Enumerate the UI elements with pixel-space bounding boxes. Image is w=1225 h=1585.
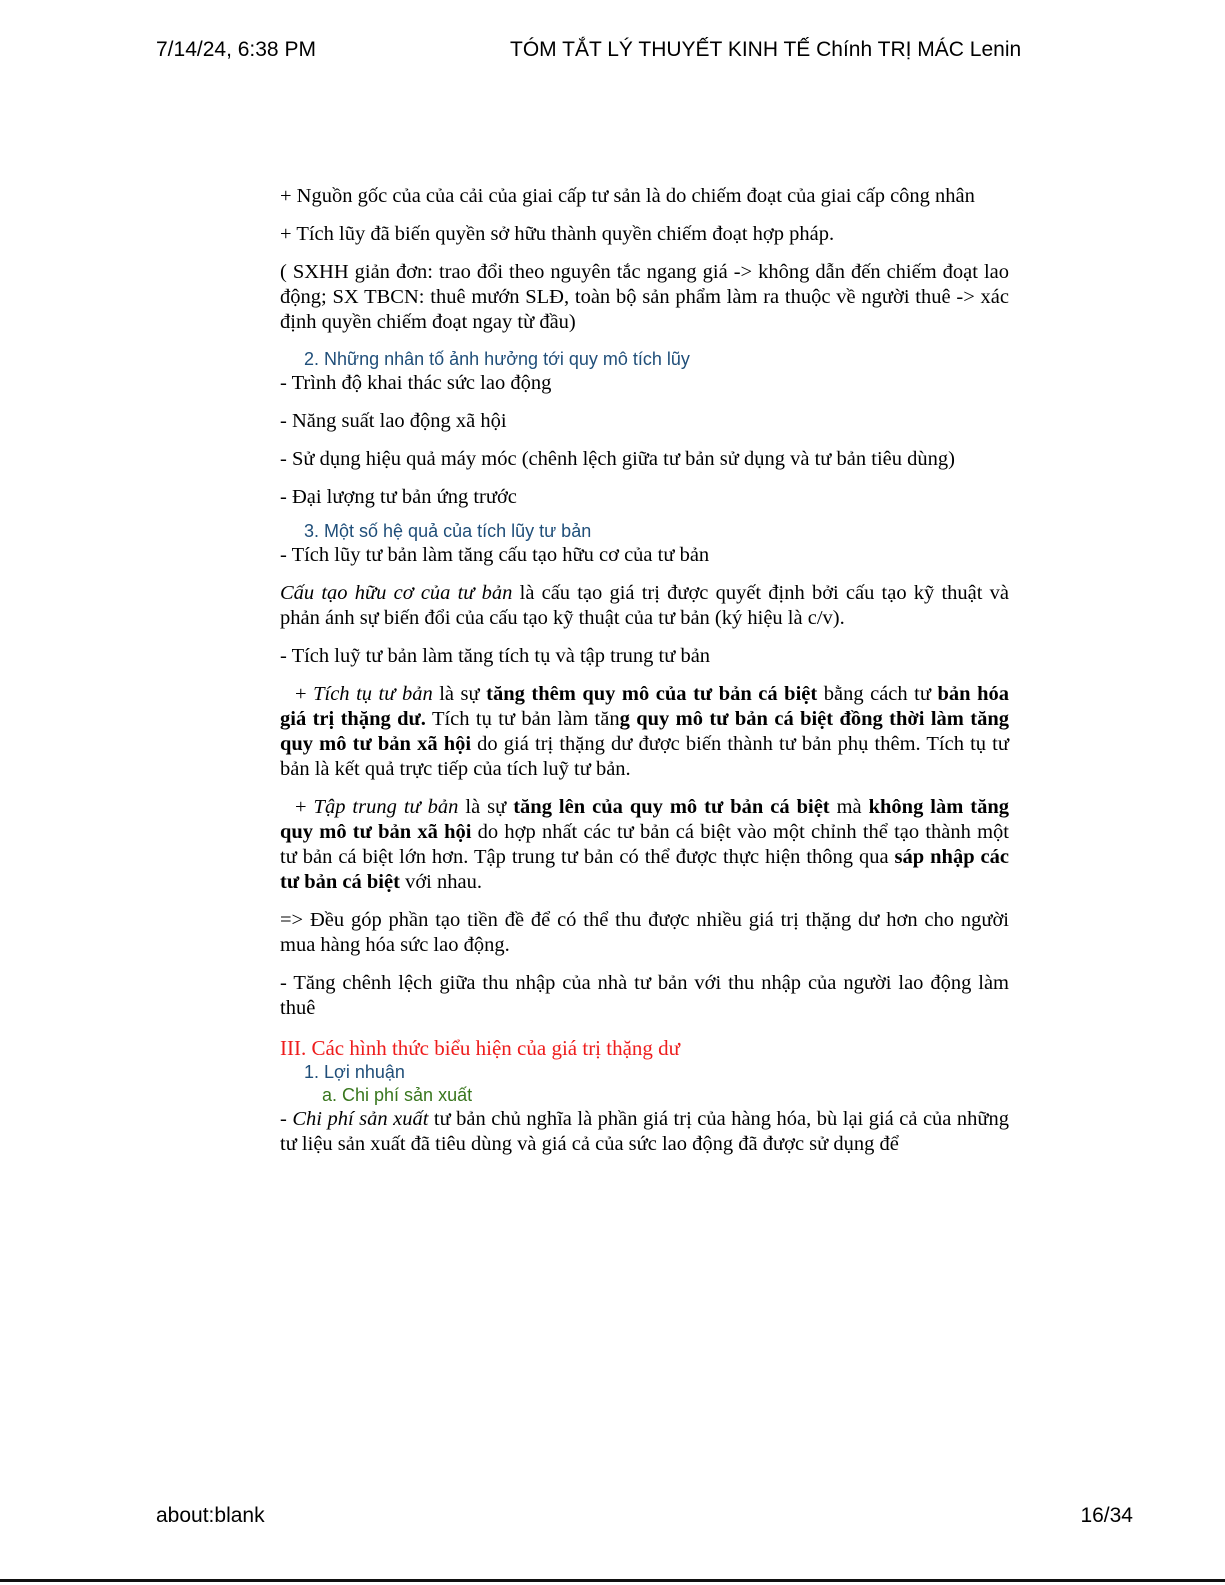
bullet-dash: - xyxy=(280,1108,293,1130)
text-fragment: do giá trị thặng dư được biến thành tư bản phụ thêm. Tích tụ tư bản là kết quả trực tiếp của tích luỹ tư bản. xyxy=(280,733,1009,780)
bold-fragment: sáp nhập các tư bản cá biệt xyxy=(280,846,1009,893)
text-fragment: Tích tụ tư bản làm tăn xyxy=(425,708,620,730)
production-cost-definition: tư bản chủ nghĩa là phần giá trị của hàng hóa, bù lại giá cả của những tư liệu sản xuất đã tiêu dùng và giá cả của sức lao động đã được sử dụng để xyxy=(280,1108,1010,1155)
document-body xyxy=(280,184,1009,1170)
bullet-plus: + xyxy=(295,796,314,818)
list-item-factor-3: - Sử dụng hiệu quả máy móc (chênh lệch giữa tư bản sử dụng và tư bản tiêu dùng) xyxy=(280,448,955,470)
list-item-factor-4: - Đại lượng tư bản ứng trước xyxy=(280,486,517,508)
print-header-date: 7/14/24, 6:38 PM xyxy=(156,38,316,61)
heading-consequences: 3. Một số hệ quả của tích lũy tư bản xyxy=(304,521,592,541)
paragraph-organic-composition xyxy=(280,581,1009,631)
paragraph-conclusion: => Đều góp phần tạo tiền đề để có thể thu được nhiều giá trị thặng dư hơn cho người mua hàng hóa sức lao động. xyxy=(280,909,1009,956)
bold-fragment: không làm tăng quy mô tư bản xã hội xyxy=(280,796,1010,843)
bold-fragment: tăng thêm quy mô của tư bản cá biệt xyxy=(486,683,818,705)
paragraph-origin-of-wealth: + Nguồn gốc của của cải của giai cấp tư sản là do chiếm đoạt của giai cấp công nhân xyxy=(280,185,975,207)
text-fragment: là sự xyxy=(432,683,487,705)
text-fragment: với nhau. xyxy=(399,871,482,893)
term-production-cost: Chi phí sản xuất xyxy=(292,1108,429,1130)
print-header-title: TÓM TẮT LÝ THUYẾT KINH TẾ Chính TRỊ MÁC Lenin xyxy=(510,38,1022,61)
list-item-factor-2: - Năng suất lao động xã hội xyxy=(280,410,507,432)
heading-profit: 1. Lợi nhuận xyxy=(304,1062,405,1082)
print-footer-url: about:blank xyxy=(156,1504,265,1527)
paragraph-sxhh-note: ( SXHH giản đơn: trao đổi theo nguyên tắc ngang giá -> không dẫn đến chiếm đoạt lao động; SX TBCN: thuê mướn SLĐ, toàn bộ sản phẩm làm ra thuộc về người thuê -> xác định quyền chiếm đoạt ngay từ đầu) xyxy=(280,261,1009,333)
heading-production-cost: a. Chi phí sản xuất xyxy=(322,1085,473,1105)
text-fragment: do hợp nhất các tư bản cá biệt vào một chỉnh thể tạo thành một tư bản cá biệt lớn hơn. Tập trung tư bản có thể được thực hiện thông qua xyxy=(280,821,1009,868)
text-fragment: là sự xyxy=(458,796,514,818)
page-bottom-border xyxy=(0,1579,1225,1582)
list-item-income-gap: - Tăng chênh lệch giữa thu nhập của nhà tư bản với thu nhập của người lao động làm thuê xyxy=(280,972,1009,1019)
paragraph-centralization xyxy=(280,795,1009,895)
text-fragment: bằng cách tư xyxy=(817,683,938,705)
bullet-plus: + xyxy=(295,683,314,705)
heading-section-III: III. Các hình thức biểu hiện của giá trị thặng dư xyxy=(280,1036,681,1060)
list-item-consequence-1: - Tích lũy tư bản làm tăng cấu tạo hữu cơ của tư bản xyxy=(280,544,710,566)
paragraph-accumulation-ownership: + Tích lũy đã biến quyền sở hữu thành quyền chiếm đoạt hợp pháp. xyxy=(280,223,835,245)
organic-composition-definition: là cấu tạo giá trị được quyết định bởi cấu tạo kỹ thuật và phản ánh sự biến đổi của cấu tạo kỹ thuật của tư bản (ký hiệu là c/v). xyxy=(280,582,1009,629)
bold-fragment: bản hóa giá trị thặng dư. xyxy=(280,683,1009,730)
bold-fragment: tăng lên của quy mô tư bản cá biệt xyxy=(513,796,830,818)
term-concentration: Tích tụ tư bản xyxy=(313,683,433,705)
list-item-factor-1: - Trình độ khai thác sức lao động xyxy=(280,372,552,394)
list-item-consequence-2: - Tích luỹ tư bản làm tăng tích tụ và tập trung tư bản xyxy=(280,645,711,667)
paragraph-concentration xyxy=(280,682,1009,782)
term-organic-composition: Cấu tạo hữu cơ của tư bản xyxy=(280,582,513,604)
print-footer-page-number: 16/34 xyxy=(1080,1504,1133,1527)
heading-factors-scale: 2. Những nhân tố ảnh hưởng tới quy mô tích lũy xyxy=(304,349,690,369)
paragraph-production-cost xyxy=(280,1107,1009,1157)
bold-fragment: g quy mô tư bản cá biệt đồng thời làm tăng quy mô tư bản xã hội xyxy=(280,708,1009,755)
term-centralization: Tập trung tư bản xyxy=(313,796,459,818)
text-fragment: mà xyxy=(829,796,869,818)
